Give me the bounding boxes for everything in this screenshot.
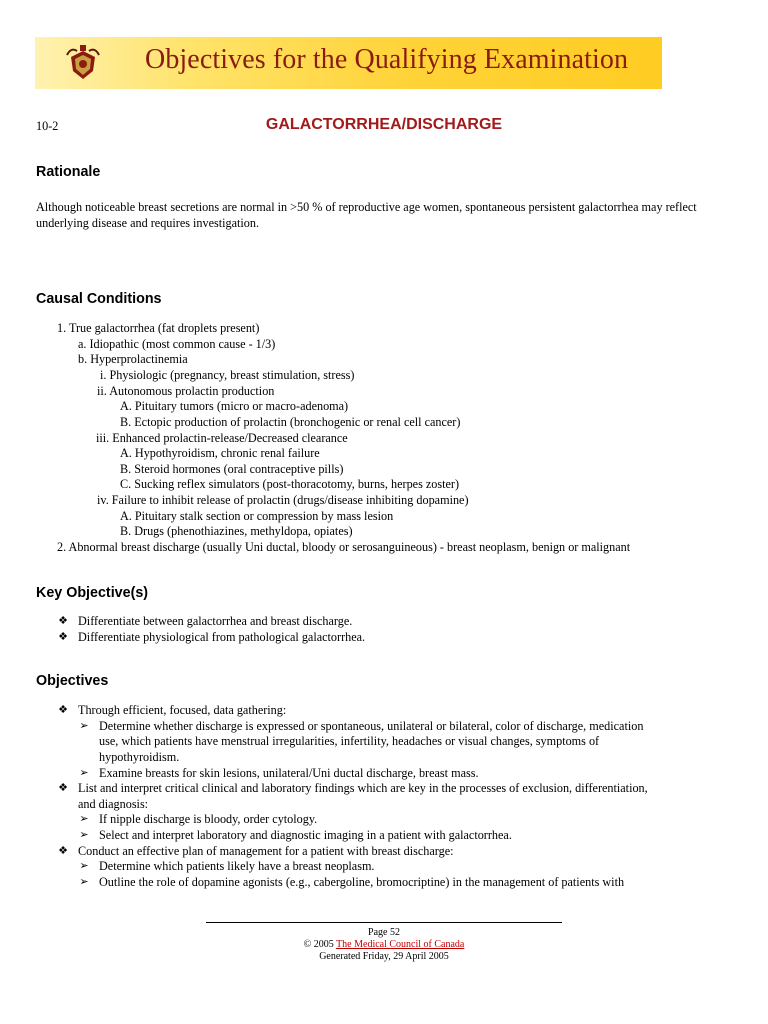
objectives-heading: Objectives: [36, 673, 109, 689]
arrow-bullet-icon: ➢: [79, 720, 89, 732]
list-item: Outline the role of dopamine agonists (e.g., cabergoline, bromocriptine) in the management of patients with: [99, 875, 625, 889]
list-item: 2. Abnormal breast discharge (usually Uni ductal, bloody or serosanguineous) - breast neoplasm, benign or malignant: [57, 540, 631, 554]
arrow-bullet-icon: ➢: [79, 767, 89, 779]
list-item: Determine which patients likely have a breast neoplasm.: [99, 859, 375, 873]
diamond-bullet-icon: ❖: [58, 704, 68, 716]
page-title: GALACTORRHEA/DISCHARGE: [265, 116, 503, 133]
list-item: iii. Enhanced prolactin-release/Decreased clearance: [96, 431, 348, 445]
footer-divider: [206, 922, 562, 923]
list-item: A. Pituitary tumors (micro or macro-adenoma): [120, 399, 349, 413]
mcc-link[interactable]: The Medical Council of Canada: [336, 939, 465, 950]
crest-icon: [63, 43, 103, 83]
arrow-bullet-icon: ➢: [79, 860, 89, 872]
list-item: Determine whether discharge is expressed or spontaneous, unilateral or bilateral, color of discharge, medication: [99, 719, 644, 733]
banner-title: Objectives for the Qualifying Examination: [145, 44, 629, 75]
list-item: Differentiate physiological from pathological galactorrhea.: [78, 630, 366, 644]
list-item: iv. Failure to inhibit release of prolactin (drugs/disease inhibiting dopamine): [97, 493, 469, 507]
list-item: B. Drugs (phenothiazines, methyldopa, opiates): [120, 524, 353, 538]
list-item: B. Ectopic production of prolactin (bronchogenic or renal cell cancer): [120, 415, 461, 429]
list-item-continuation: use, which patients have menstrual irregularities, infertility, headaches or visual changes, symptoms of: [99, 734, 600, 748]
list-item: b. Hyperprolactinemia: [78, 352, 188, 366]
list-item: A. Hypothyroidism, chronic renal failure: [120, 446, 320, 460]
objective-code: 10-2: [36, 119, 59, 133]
list-item: 1. True galactorrhea (fat droplets present): [57, 321, 260, 335]
list-item: B. Steroid hormones (oral contraceptive pills): [120, 462, 344, 476]
list-item: Select and interpret laboratory and diagnostic imaging in a patient with galactorrhea.: [99, 828, 512, 842]
generated-date: Generated Friday, 29 April 2005: [319, 951, 449, 962]
header-banner: [35, 37, 662, 89]
arrow-bullet-icon: ➢: [79, 876, 89, 888]
list-item: Conduct an effective plan of management for a patient with breast discharge:: [78, 844, 454, 858]
rationale-text: Although noticeable breast secretions are normal in >50 % of reproductive age women, spontaneous persistent galactorrhea may reflect underlying disease and requires investigation.: [36, 200, 697, 230]
list-item-continuation: and diagnosis:: [78, 797, 149, 811]
diamond-bullet-icon: ❖: [58, 615, 68, 627]
arrow-bullet-icon: ➢: [79, 813, 89, 825]
key-objectives-heading: Key Objective(s): [36, 585, 149, 601]
list-item: ii. Autonomous prolactin production: [97, 384, 275, 398]
list-item: If nipple discharge is bloody, order cytology.: [99, 812, 318, 826]
list-item: Differentiate between galactorrhea and breast discharge.: [78, 614, 353, 628]
list-item: List and interpret critical clinical and laboratory findings which are key in the processes of exclusion, differentiation,: [78, 781, 648, 795]
list-item: a. Idiopathic (most common cause - 1/3): [78, 337, 276, 351]
diamond-bullet-icon: ❖: [58, 782, 68, 794]
arrow-bullet-icon: ➢: [79, 829, 89, 841]
list-item: A. Pituitary stalk section or compression by mass lesion: [120, 509, 394, 523]
diamond-bullet-icon: ❖: [58, 845, 68, 857]
page-number: Page 52: [368, 927, 400, 938]
diamond-bullet-icon: ❖: [58, 631, 68, 643]
causal-conditions-heading: Causal Conditions: [36, 291, 162, 307]
list-item: i. Physiologic (pregnancy, breast stimulation, stress): [100, 368, 355, 382]
list-item: C. Sucking reflex simulators (post-thoracotomy, burns, herpes zoster): [120, 477, 460, 491]
copyright-line: [0, 939, 768, 951]
list-item: Examine breasts for skin lesions, unilateral/Uni ductal discharge, breast mass.: [99, 766, 479, 780]
copyright-prefix: © 2005: [303, 939, 334, 950]
list-item-continuation: hypothyroidism.: [99, 750, 180, 764]
rationale-heading: Rationale: [36, 164, 101, 180]
list-item: Through efficient, focused, data gathering:: [78, 703, 287, 717]
